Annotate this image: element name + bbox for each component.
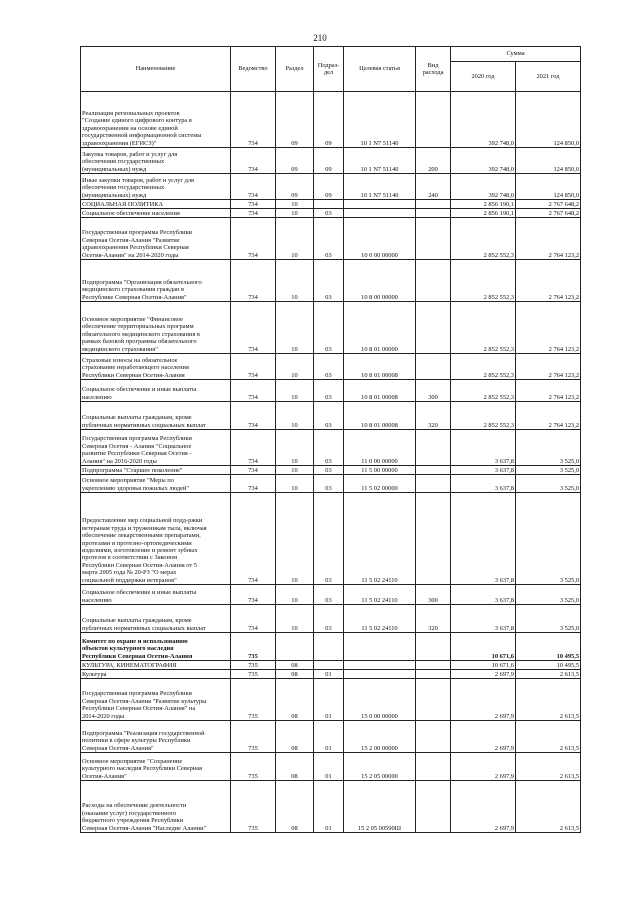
row-amount-2021: 3 525,0 <box>516 585 581 605</box>
row-expense-type <box>416 218 451 260</box>
row-expense-type <box>416 670 451 679</box>
table-row <box>81 260 581 302</box>
row-expense-type <box>416 92 451 148</box>
row-section: 10 <box>276 218 314 260</box>
row-amount-2020: 2 852 552,3 <box>451 380 516 402</box>
row-section: 10 <box>276 260 314 302</box>
row-expense-type <box>416 493 451 585</box>
row-name: Расходы на обеспечение деятельности (оказание услуг) государственного бюджетного учреждения Республики Северная Осетия-Алания "Наследие Алании" <box>81 781 231 833</box>
row-subsection: 09 <box>314 148 344 174</box>
row-amount-2021: 2 764 123,2 <box>516 260 581 302</box>
row-amount-2021: 2 764 123,2 <box>516 402 581 430</box>
row-amount-2020: 3 637,8 <box>451 430 516 466</box>
row-subsection: 03 <box>314 605 344 633</box>
row-amount-2021: 3 525,0 <box>516 466 581 475</box>
row-target <box>344 209 416 218</box>
row-expense-type: 320 <box>416 402 451 430</box>
row-expense-type <box>416 430 451 466</box>
row-amount-2020: 2 852 552,3 <box>451 218 516 260</box>
row-amount-2021: 2 764 123,2 <box>516 380 581 402</box>
row-amount-2020: 10 671,6 <box>451 633 516 661</box>
table-row <box>81 200 581 209</box>
row-name: Реализация региональных проектов "Создание единого цифрового контура в здравоохранении на основе единой государственной информационной системы здравоохранения (ЕГИСЗ)" <box>81 92 231 148</box>
row-target <box>344 670 416 679</box>
table-row <box>81 475 581 493</box>
row-subsection: 03 <box>314 466 344 475</box>
row-subsection: 09 <box>314 92 344 148</box>
table-row <box>81 209 581 218</box>
row-dept: 735 <box>231 781 276 833</box>
row-dept: 735 <box>231 633 276 661</box>
row-expense-type <box>416 354 451 380</box>
row-dept: 734 <box>231 174 276 200</box>
row-expense-type: 300 <box>416 380 451 402</box>
row-expense-type <box>416 661 451 670</box>
row-dept: 735 <box>231 753 276 781</box>
row-amount-2020: 2 852 552,3 <box>451 260 516 302</box>
row-amount-2020: 392 748,0 <box>451 174 516 200</box>
row-expense-type <box>416 753 451 781</box>
row-expense-type: 300 <box>416 585 451 605</box>
row-dept: 734 <box>231 92 276 148</box>
row-subsection <box>314 633 344 661</box>
row-amount-2021: 2 767 648,2 <box>516 200 581 209</box>
row-dept: 735 <box>231 670 276 679</box>
row-amount-2020: 2 697,9 <box>451 679 516 721</box>
table-row <box>81 605 581 633</box>
row-subsection: 01 <box>314 679 344 721</box>
row-amount-2021: 10 495,5 <box>516 633 581 661</box>
row-amount-2020: 3 637,8 <box>451 585 516 605</box>
row-amount-2021: 2 613,5 <box>516 781 581 833</box>
header-section: Раздел <box>276 47 314 92</box>
row-target: 11 5 02 24110 <box>344 585 416 605</box>
row-target: 15 2 05 00000 <box>344 753 416 781</box>
table-row <box>81 354 581 380</box>
row-target: 10 1 N7 51140 <box>344 174 416 200</box>
row-name: Основное мероприятие "Сохранение культурного наследия Республики Северная Осетия-Алания" <box>81 753 231 781</box>
row-expense-type <box>416 781 451 833</box>
row-amount-2020: 3 637,8 <box>451 466 516 475</box>
row-dept: 734 <box>231 466 276 475</box>
row-amount-2021: 3 525,0 <box>516 430 581 466</box>
row-amount-2021: 124 850,0 <box>516 92 581 148</box>
row-name: Основное мероприятие "Финансовое обеспечение территориальных программ обязательного медицинского страхования в рамках базовой программы обязательного медицинского страхования" <box>81 302 231 354</box>
row-amount-2020: 2 697,9 <box>451 781 516 833</box>
row-section: 10 <box>276 493 314 585</box>
row-subsection <box>314 200 344 209</box>
row-target: 15 2 05 00590Ш <box>344 781 416 833</box>
row-name: Социальное обеспечение и иные выплаты населению <box>81 585 231 605</box>
table-body <box>81 92 581 833</box>
row-dept: 734 <box>231 302 276 354</box>
row-dept: 734 <box>231 260 276 302</box>
row-name: Социальное обеспечение населения <box>81 209 231 218</box>
row-dept: 734 <box>231 200 276 209</box>
row-name: СОЦИАЛЬНАЯ ПОЛИТИКА <box>81 200 231 209</box>
row-expense-type <box>416 679 451 721</box>
row-section: 09 <box>276 148 314 174</box>
row-section: 10 <box>276 605 314 633</box>
row-name: Подпрограмма "Реализация государственной политики в сфере культуры Республики Северная Осетия-Алания" <box>81 721 231 753</box>
row-amount-2021: 2 767 648,2 <box>516 209 581 218</box>
row-amount-2021: 2 613,5 <box>516 670 581 679</box>
row-expense-type <box>416 466 451 475</box>
header-amount: Сумма <box>451 47 581 62</box>
row-dept: 734 <box>231 380 276 402</box>
row-target: 10 1 N7 51140 <box>344 92 416 148</box>
row-name: Подпрограмма "Организация обязательного медицинского страхования граждан в Республике Северная Осетия-Алания" <box>81 260 231 302</box>
row-target: 11 0 00 00000 <box>344 430 416 466</box>
row-section: 08 <box>276 670 314 679</box>
table-row <box>81 661 581 670</box>
row-dept: 734 <box>231 148 276 174</box>
row-dept: 735 <box>231 721 276 753</box>
row-dept: 734 <box>231 430 276 466</box>
row-section: 10 <box>276 380 314 402</box>
row-amount-2021: 124 850,0 <box>516 174 581 200</box>
page-number: 210 <box>313 33 327 43</box>
row-target: 11 5 00 00000 <box>344 466 416 475</box>
row-name: Социальные выплаты гражданам, кроме публичных нормативных социальных выплат <box>81 605 231 633</box>
table-row <box>81 585 581 605</box>
header-year-2020: 2020 год <box>451 62 516 92</box>
row-target: 15 2 00 00000 <box>344 721 416 753</box>
row-target: 10 8 01 00000 <box>344 302 416 354</box>
row-subsection: 03 <box>314 218 344 260</box>
row-amount-2020: 2 852 552,3 <box>451 302 516 354</box>
row-amount-2021: 2 764 123,2 <box>516 218 581 260</box>
row-amount-2021: 2 613,5 <box>516 753 581 781</box>
table-row <box>81 493 581 585</box>
header-expense-type: Вид расхода <box>416 47 451 92</box>
row-dept: 734 <box>231 209 276 218</box>
row-subsection: 01 <box>314 670 344 679</box>
row-amount-2020: 2 697,9 <box>451 670 516 679</box>
row-name: Подпрограмма "Старшее поколение" <box>81 466 231 475</box>
row-subsection: 03 <box>314 260 344 302</box>
row-dept: 734 <box>231 475 276 493</box>
row-target <box>344 200 416 209</box>
row-amount-2020: 2 697,9 <box>451 753 516 781</box>
row-name: Государственная программа Республики Северная Осетия-Алания "Развитие здравоохранения Республики Северная Осетия-Алания" на 2014-2020 годы <box>81 218 231 260</box>
row-name: Комитет по охране и использованию объектов культурного наследия Республики Северная Осетия-Алания <box>81 633 231 661</box>
row-expense-type <box>416 475 451 493</box>
row-name: Предоставление мер социальной подд-ржки ветеранам труда и труженикам тыла, включая обеспечение лекарственными препаратами, протезами и протезно-ортопедическими изделиями, изготовление и ремонт зубных протезов в соответствии с Законом Республики Северная Осетия-Алания от 5 марта 2005 года № 20-РЗ "О мерах социальной поддержки ветеранов" <box>81 493 231 585</box>
row-section: 08 <box>276 679 314 721</box>
row-name: Культура <box>81 670 231 679</box>
row-target: 11 5 02 24110 <box>344 493 416 585</box>
row-dept: 734 <box>231 402 276 430</box>
row-target: 11 5 02 00000 <box>344 475 416 493</box>
row-amount-2020: 392 748,0 <box>451 148 516 174</box>
table-row <box>81 633 581 661</box>
row-amount-2020: 2 856 190,1 <box>451 200 516 209</box>
row-target <box>344 661 416 670</box>
row-amount-2021: 3 525,0 <box>516 493 581 585</box>
row-expense-type <box>416 200 451 209</box>
table-row <box>81 174 581 200</box>
row-expense-type <box>416 721 451 753</box>
row-amount-2021: 2 764 123,2 <box>516 354 581 380</box>
row-subsection: 03 <box>314 493 344 585</box>
row-name: Иные закупки товаров, работ и услуг для обеспечения государственных (муниципальных) нужд <box>81 174 231 200</box>
table-row <box>81 679 581 721</box>
row-section: 10 <box>276 585 314 605</box>
table-row <box>81 670 581 679</box>
header-target: Целевая статья <box>344 47 416 92</box>
row-dept: 734 <box>231 605 276 633</box>
row-subsection: 01 <box>314 721 344 753</box>
row-name: Государственная программа Республики Северная Осетия - Алания "Социальное развитие Республики Северная Осетия - Алания" на 2016-2020 годы <box>81 430 231 466</box>
row-amount-2021: 10 495,5 <box>516 661 581 670</box>
row-target: 10 1 N7 51140 <box>344 148 416 174</box>
row-section: 10 <box>276 475 314 493</box>
row-target: 11 5 02 24110 <box>344 605 416 633</box>
row-subsection: 03 <box>314 380 344 402</box>
table-row <box>81 753 581 781</box>
row-amount-2020: 2 852 552,3 <box>451 354 516 380</box>
row-expense-type: 240 <box>416 174 451 200</box>
row-amount-2020: 2 856 190,1 <box>451 209 516 218</box>
row-expense-type <box>416 633 451 661</box>
header-name: Наименование <box>81 47 231 92</box>
row-amount-2020: 3 637,8 <box>451 605 516 633</box>
row-section <box>276 633 314 661</box>
row-amount-2021: 3 525,0 <box>516 605 581 633</box>
row-subsection: 09 <box>314 174 344 200</box>
row-section: 10 <box>276 430 314 466</box>
row-subsection: 03 <box>314 430 344 466</box>
row-target <box>344 633 416 661</box>
table-row <box>81 466 581 475</box>
row-subsection: 03 <box>314 354 344 380</box>
row-name: Социальное обеспечение и иные выплаты населению <box>81 380 231 402</box>
row-section: 09 <box>276 92 314 148</box>
row-target: 10 0 00 00000 <box>344 218 416 260</box>
row-name: Основное мероприятие "Меры по укреплению здоровья пожилых людей" <box>81 475 231 493</box>
row-subsection: 03 <box>314 209 344 218</box>
row-section: 10 <box>276 354 314 380</box>
row-target: 15 0 00 00000 <box>344 679 416 721</box>
row-subsection: 01 <box>314 753 344 781</box>
header-subsection: Подраз- дел <box>314 47 344 92</box>
row-expense-type: 200 <box>416 148 451 174</box>
row-section: 10 <box>276 402 314 430</box>
row-target: 10 8 01 00008 <box>344 402 416 430</box>
table-row <box>81 148 581 174</box>
row-dept: 735 <box>231 661 276 670</box>
table-row <box>81 302 581 354</box>
row-amount-2020: 392 748,0 <box>451 92 516 148</box>
row-amount-2020: 2 852 552,3 <box>451 402 516 430</box>
row-amount-2021: 2 764 123,2 <box>516 302 581 354</box>
table-row <box>81 721 581 753</box>
row-dept: 734 <box>231 218 276 260</box>
row-dept: 734 <box>231 354 276 380</box>
row-name: Социальные выплаты гражданам, кроме публичных нормативных социальных выплат <box>81 402 231 430</box>
row-section: 10 <box>276 302 314 354</box>
row-amount-2021: 124 850,0 <box>516 148 581 174</box>
row-section: 08 <box>276 661 314 670</box>
row-expense-type: 320 <box>416 605 451 633</box>
header-year-2021: 2021 год <box>516 62 581 92</box>
header-dept: Ведомство <box>231 47 276 92</box>
row-section: 08 <box>276 721 314 753</box>
row-amount-2021: 3 525,0 <box>516 475 581 493</box>
row-dept: 735 <box>231 679 276 721</box>
table-row <box>81 218 581 260</box>
row-section: 08 <box>276 781 314 833</box>
row-amount-2021: 2 613,5 <box>516 679 581 721</box>
row-section: 10 <box>276 209 314 218</box>
row-subsection: 03 <box>314 302 344 354</box>
row-expense-type <box>416 302 451 354</box>
row-subsection <box>314 661 344 670</box>
row-name: Страховые взносы на обязательное страхование неработающего населения Республики Северная Осетия-Алания <box>81 354 231 380</box>
row-amount-2020: 3 637,8 <box>451 475 516 493</box>
row-subsection: 03 <box>314 475 344 493</box>
table-row <box>81 781 581 833</box>
row-subsection: 03 <box>314 402 344 430</box>
row-expense-type <box>416 209 451 218</box>
row-section: 10 <box>276 466 314 475</box>
row-section: 09 <box>276 174 314 200</box>
row-dept: 734 <box>231 493 276 585</box>
row-section: 08 <box>276 753 314 781</box>
table-row <box>81 92 581 148</box>
row-target: 10 8 01 00008 <box>344 380 416 402</box>
row-section: 10 <box>276 200 314 209</box>
row-amount-2020: 10 671,6 <box>451 661 516 670</box>
row-target: 10 8 00 00000 <box>344 260 416 302</box>
row-name: Закупка товаров, работ и услуг для обеспечения государственных (муниципальных) нужд <box>81 148 231 174</box>
table-row <box>81 402 581 430</box>
table-row <box>81 430 581 466</box>
table-row <box>81 380 581 402</box>
row-amount-2021: 2 613,5 <box>516 721 581 753</box>
row-subsection: 03 <box>314 585 344 605</box>
row-name: КУЛЬТУРА, КИНЕМАТОГРАФИЯ <box>81 661 231 670</box>
row-target: 10 8 01 00008 <box>344 354 416 380</box>
budget-table <box>80 46 581 833</box>
row-dept: 734 <box>231 585 276 605</box>
row-name: Государственная программа Республики Северная Осетия-Алания "Развитие культуры Республики Северная Осетия-Алания" на 2014-2020 годы <box>81 679 231 721</box>
row-amount-2020: 2 697,9 <box>451 721 516 753</box>
row-amount-2020: 3 637,8 <box>451 493 516 585</box>
row-subsection: 01 <box>314 781 344 833</box>
row-expense-type <box>416 260 451 302</box>
